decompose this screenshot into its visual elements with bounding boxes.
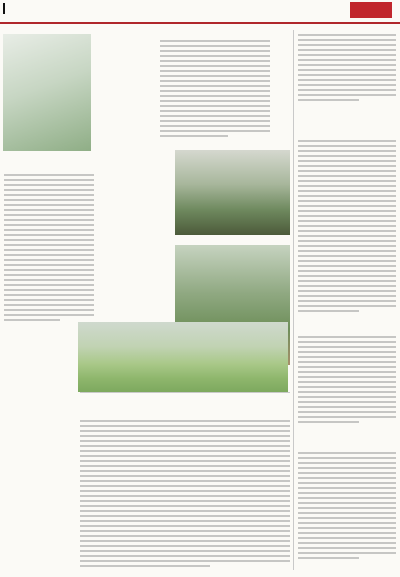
newspaper-logo (350, 2, 392, 18)
page-header (0, 0, 400, 24)
photo-tea-garden-greenhouse (175, 150, 290, 235)
bottom-center-divider (80, 392, 290, 393)
right-article-2 (298, 140, 396, 330)
bottom-center-body (80, 420, 290, 570)
photo-tea-flowers (3, 34, 91, 151)
mid-article-body (160, 40, 270, 140)
section-label (3, 3, 7, 16)
right-article-1 (298, 30, 396, 130)
photo-tea-hills-landscape (78, 322, 288, 392)
right-article-4 (298, 452, 396, 567)
right-column-divider (293, 30, 294, 570)
right-article-3 (298, 336, 396, 436)
